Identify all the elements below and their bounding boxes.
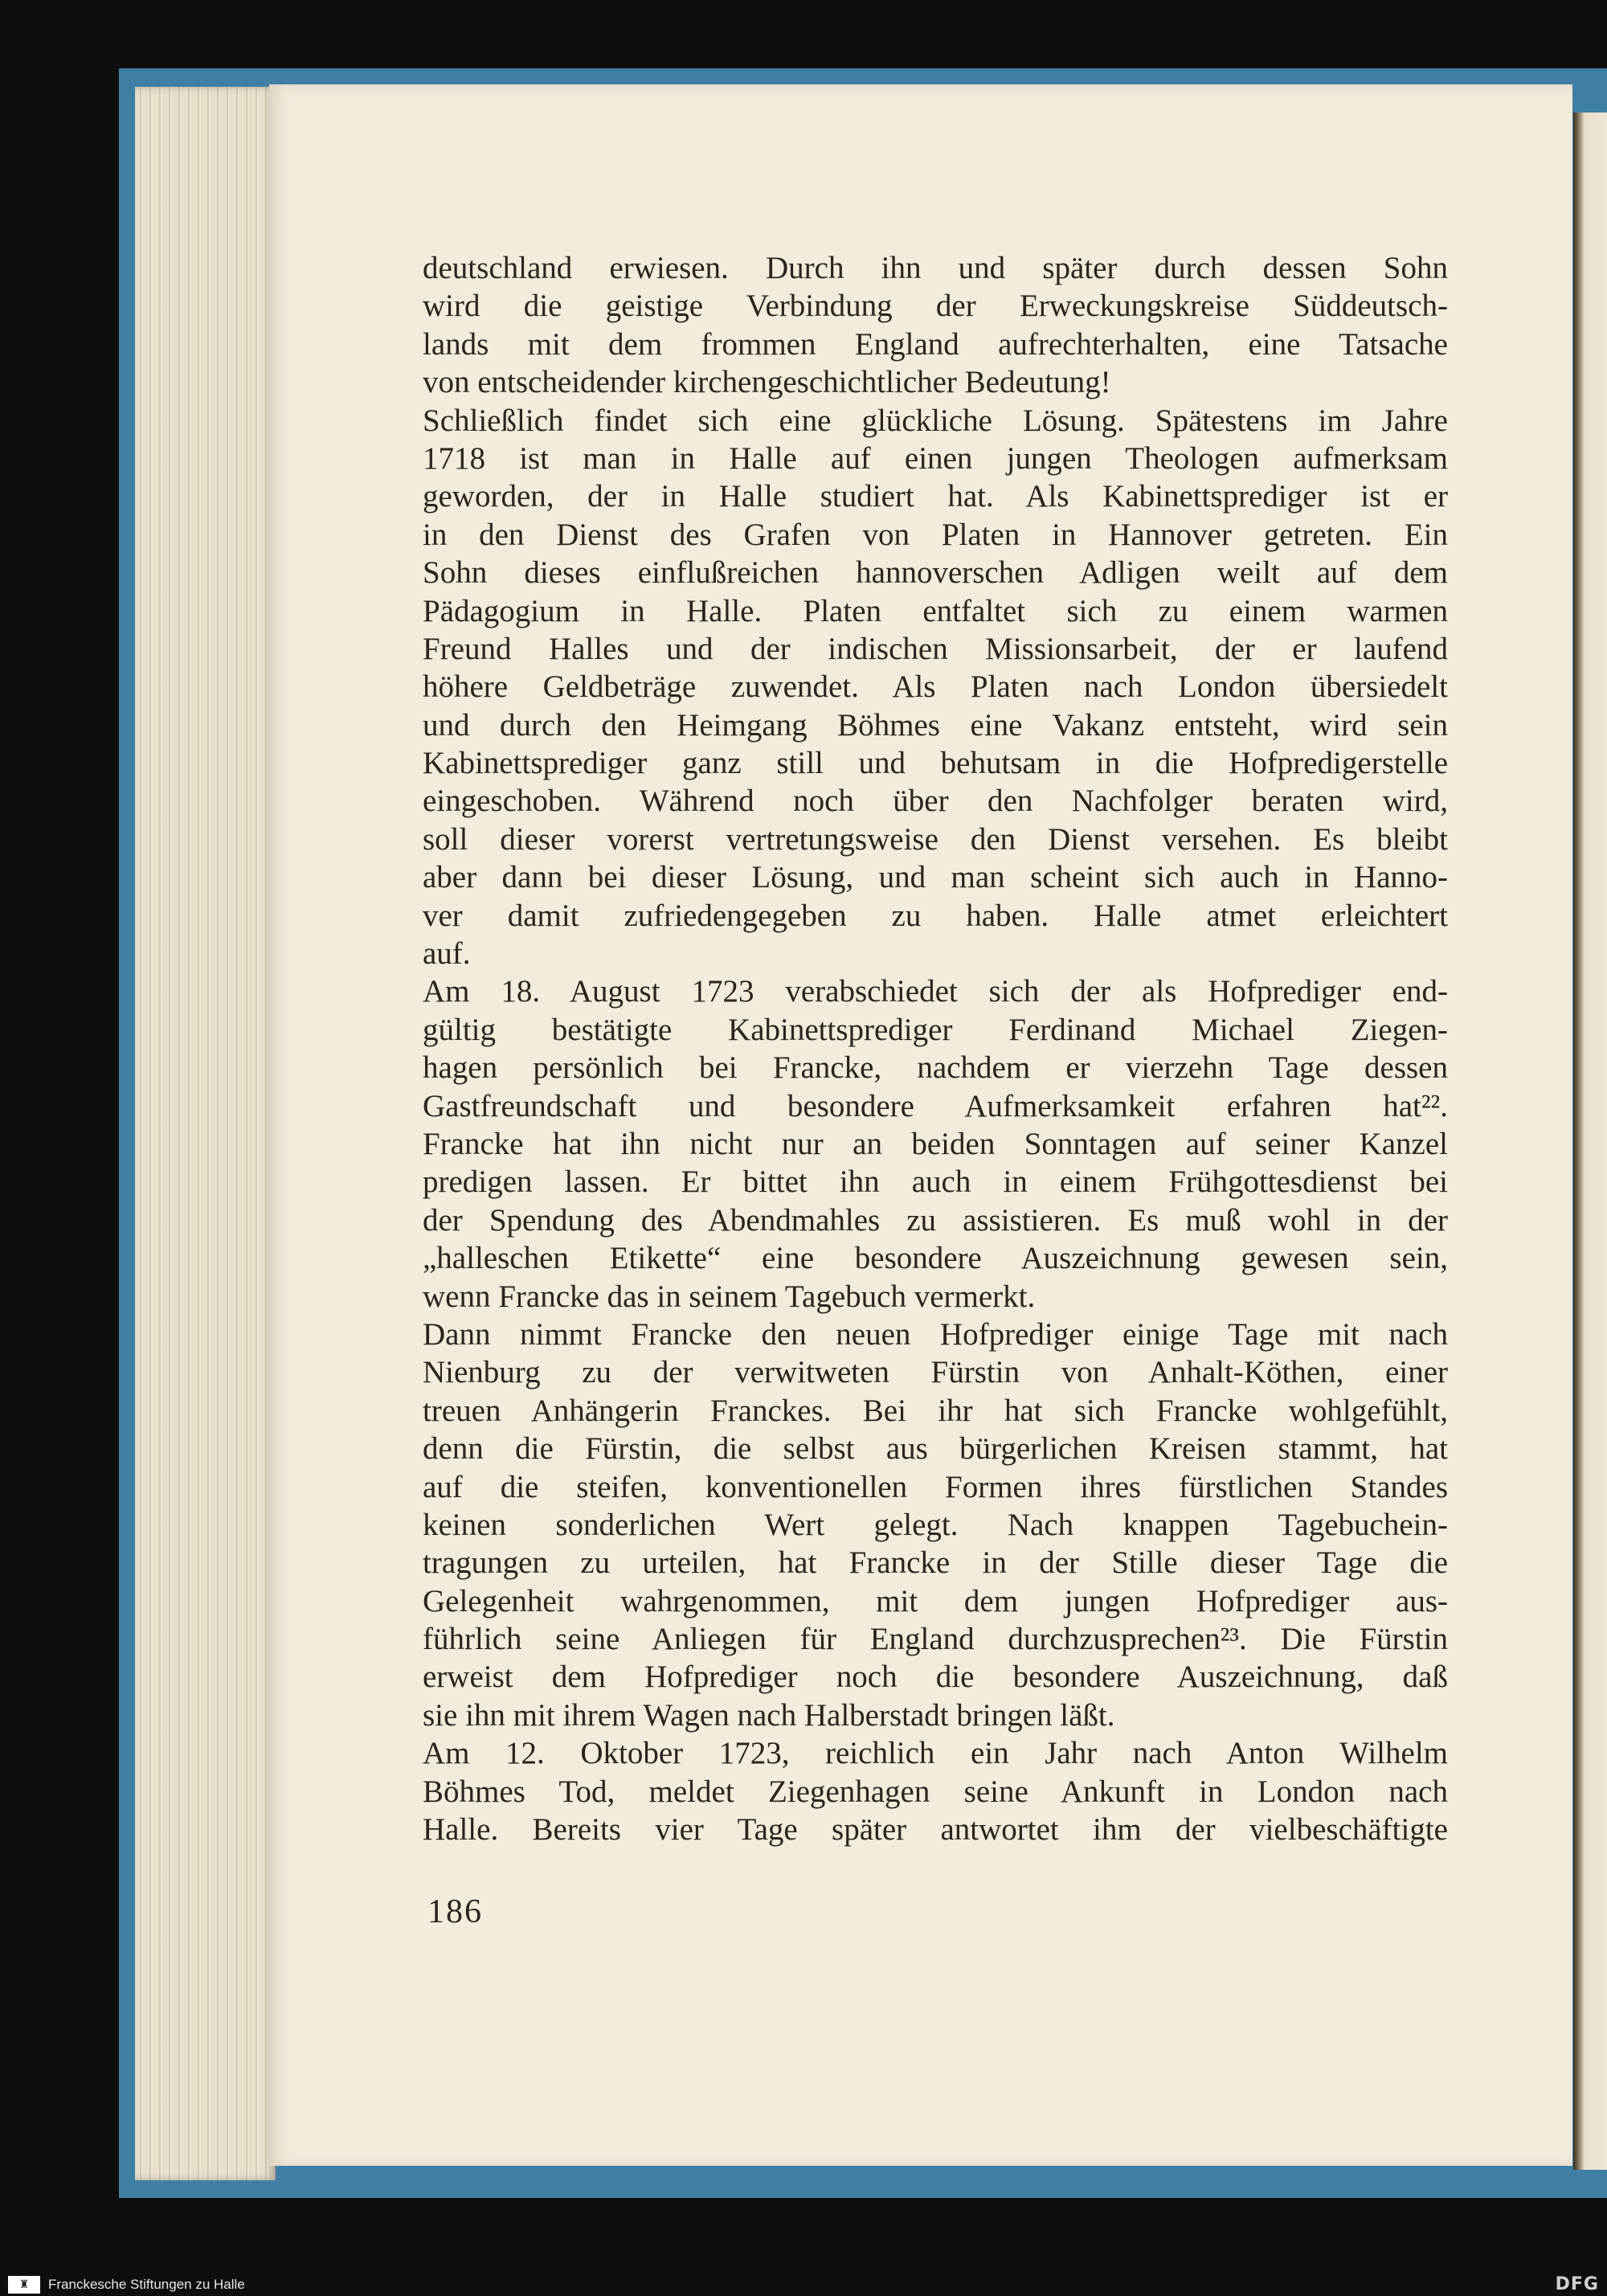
text-line: Dann nimmt Francke den neuen Hofprediger einige Tage mit nach <box>423 1316 1448 1352</box>
text-line: Halle. Bereits vier Tage später antwortet ihm der vielbeschäftigte <box>423 1812 1448 1848</box>
body-text <box>423 249 1448 1848</box>
text-line: deutschland erwiesen. Durch ihn und später durch dessen Sohn <box>423 251 1448 285</box>
text-line: Gastfreundschaft und besondere Aufmerksamkeit erfahren hat²². <box>423 1088 1448 1123</box>
text-line: eingeschoben. Während noch über den Nachfolger beraten wird, <box>423 784 1448 819</box>
text-line: predigen lassen. Er bittet ihn auch in einem Frühgottesdienst bei <box>423 1164 1448 1200</box>
text-line: erweist dem Hofprediger noch die besondere Auszeichnung, daß <box>423 1660 1448 1695</box>
text-line: Am 12. Oktober 1723, reichlich ein Jahr nach Anton Wilhelm <box>423 1736 1448 1771</box>
text-line: wenn Francke das in seinem Tagebuch vermerkt. <box>423 1279 1036 1314</box>
dfg-logo: DFG <box>1555 2274 1599 2294</box>
text-line: höhere Geldbeträge zuwendet. Als Platen nach London übersiedelt <box>423 669 1448 705</box>
text-line: und durch den Heimgang Böhmes eine Vakanz entsteht, wird sein <box>423 707 1448 743</box>
text-line: soll dieser vorerst vertretungsweise den Dienst versehen. Es bleibt <box>423 821 1448 857</box>
next-page-edge <box>1573 113 1607 2170</box>
text-line: Sohn dieses einflußreichen hannoverschen Adligen weilt auf dem <box>423 555 1448 591</box>
text-line: tragungen zu urteilen, hat Francke in der Stille dieser Tage die <box>423 1545 1448 1581</box>
text-line: hagen persönlich bei Francke, nachdem er vierzehn Tage dessen <box>423 1050 1448 1086</box>
text-line: keinen sonderlichen Wert gelegt. Nach knappen Tagebuchein- <box>423 1507 1448 1542</box>
text-line: sie ihn mit ihrem Wagen nach Halberstadt bringen läßt. <box>423 1697 1115 1733</box>
text-line: „halleschen Etikette“ eine besondere Auszeichnung gewesen sein, <box>423 1241 1448 1276</box>
text-line: 1718 ist man in Halle auf einen jungen Theologen aufmerksam <box>423 440 1448 476</box>
text-line: Am 18. August 1723 verabschiedet sich der als Hofprediger end- <box>423 974 1448 1009</box>
text-line: führlich seine Anliegen für England durchzusprechen²³. Die Fürstin <box>423 1622 1448 1657</box>
text-line: Pädagogium in Halle. Platen entfaltet sich zu einem warmen <box>423 593 1448 628</box>
text-line: gültig bestätigte Kabinettsprediger Ferdinand Michael Ziegen- <box>423 1012 1448 1047</box>
text-line: Nienburg zu der verwitweten Fürstin von Anhalt-Köthen, einer <box>423 1355 1448 1390</box>
text-line: Francke hat ihn nicht nur an beiden Sonntagen auf seiner Kanzel <box>423 1126 1448 1161</box>
text-line: Böhmes Tod, meldet Ziegenhagen seine Ankunft in London nach <box>423 1774 1448 1809</box>
text-line: auf. <box>423 936 471 972</box>
text-line: Schließlich findet sich eine glückliche Lösung. Spätestens im Jahre <box>423 403 1448 438</box>
institution-label: Franckesche Stiftungen zu Halle <box>48 2277 245 2292</box>
page-edges <box>135 87 276 2180</box>
text-line: auf die steifen, konventionellen Formen ihres fürstlichen Standes <box>423 1469 1448 1504</box>
text-line: wird die geistige Verbindung der Erweckungskreise Süddeutsch- <box>423 289 1448 324</box>
text-line: von entscheidender kirchengeschichtlicher Bedeutung! <box>423 365 1111 400</box>
page-number: 186 <box>427 1893 483 1930</box>
text-line: aber dann bei dieser Lösung, und man scheint sich auch in Hanno- <box>423 860 1448 895</box>
foundation-logo-icon: ♜ <box>8 2276 40 2294</box>
text-line: Kabinettsprediger ganz still und behutsam in die Hofpredigerstelle <box>423 746 1448 781</box>
text-line: geworden, der in Halle studiert hat. Als Kabinettsprediger ist er <box>423 479 1448 514</box>
text-line: der Spendung des Abendmahles zu assistieren. Es muß wohl in der <box>423 1202 1448 1238</box>
text-line: denn die Fürstin, die selbst aus bürgerlichen Kreisen stammt, hat <box>423 1431 1448 1467</box>
text-line: ver damit zufriedengegeben zu haben. Halle atmet erleichtert <box>423 898 1448 933</box>
text-line: lands mit dem frommen England aufrechterhalten, eine Tatsache <box>423 326 1448 362</box>
text-line: Gelegenheit wahrgenommen, mit dem jungen Hofprediger aus- <box>423 1583 1448 1619</box>
text-line: in den Dienst des Grafen von Platen in Hannover getreten. Ein <box>423 517 1448 552</box>
text-line: treuen Anhängerin Franckes. Bei ihr hat sich Francke wohlgefühlt, <box>423 1393 1448 1428</box>
text-line: Freund Halles und der indischen Missionsarbeit, der er laufend <box>423 631 1448 666</box>
